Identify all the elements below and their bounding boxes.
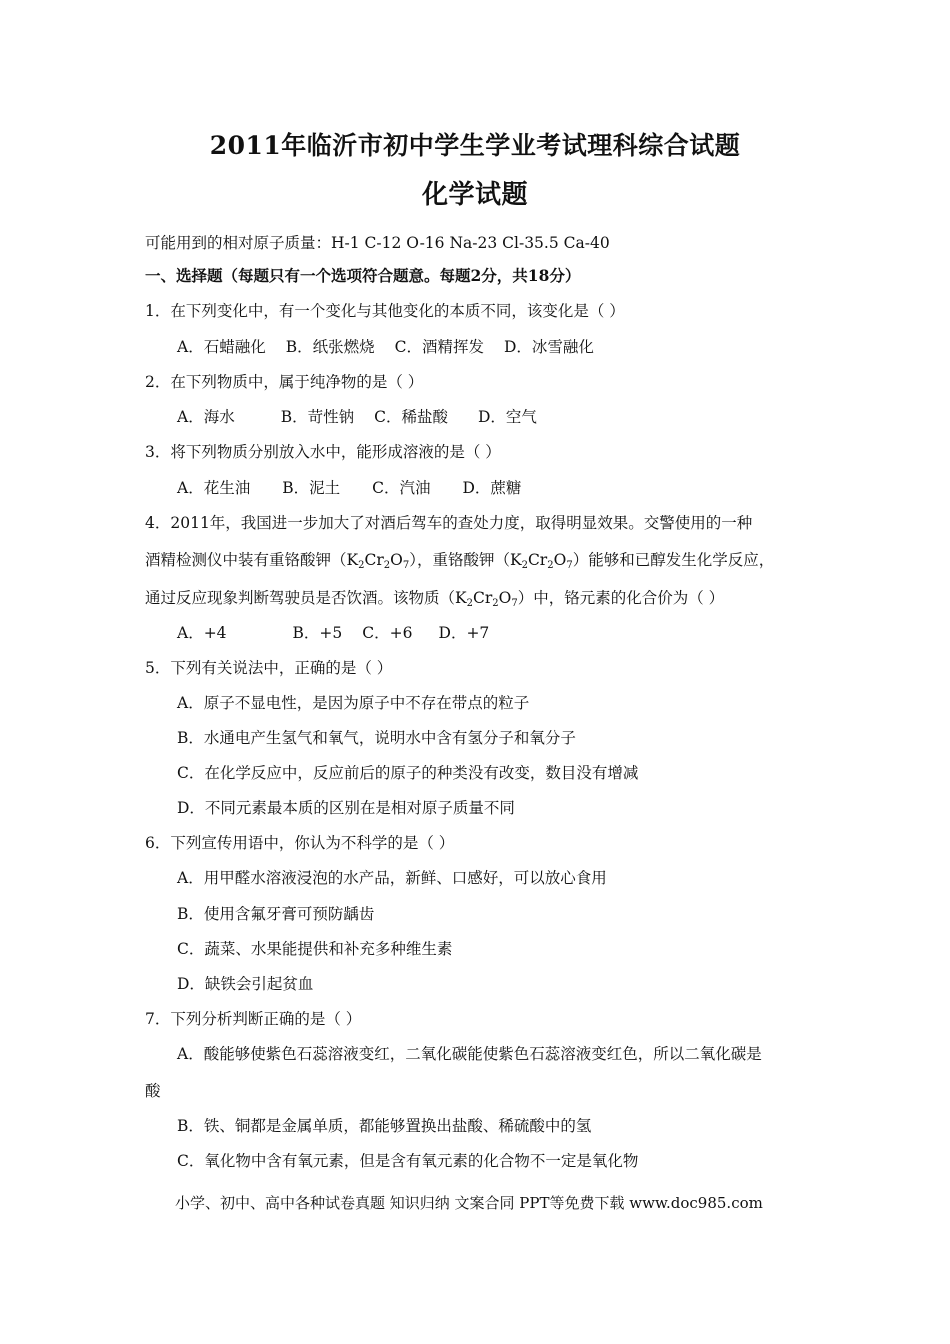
- question-1-options: [177, 337, 614, 357]
- text: ）中，铬元素的化合价为（ ）: [517, 589, 725, 607]
- option-b: B．泥土: [282, 479, 341, 497]
- page-footer: 小学、初中、高中各种试卷真题 知识归纳 文案合同 PPT等免费下载 www.doc985.com: [175, 1194, 763, 1212]
- atomic-mass-note: 可能用到的相对原子质量：H-1 C-12 O-16 Na-23 Cl-35.5 Ca-40: [145, 234, 610, 252]
- option-a: A．+4: [177, 624, 227, 642]
- question-6-option-d: D．缺铁会引起贫血: [177, 975, 314, 993]
- question-4-line-1: 4．2011年，我国进一步加大了对酒后驾车的查处力度，取得明显效果。交警使用的一种: [145, 514, 753, 532]
- question-4-line-2: [145, 550, 774, 570]
- text: 酒精检测仪中装有重铬酸钾（K: [145, 551, 359, 569]
- question-1-stem: 1．在下列变化中，有一个变化与其他变化的本质不同，该变化是（ ）: [145, 302, 625, 320]
- subscript: 2: [383, 560, 391, 571]
- text: Cr: [527, 551, 548, 569]
- text: O: [498, 589, 512, 607]
- subscript: 2: [358, 560, 365, 571]
- question-3-stem: 3．将下列物质分别放入水中，能形成溶液的是（ ）: [145, 443, 501, 461]
- subscript: 7: [511, 598, 518, 609]
- question-3-options: [177, 478, 541, 498]
- question-4-line-3: [145, 588, 724, 608]
- option-d: D．蔗糖: [462, 479, 522, 497]
- question-7-option-c: C．氧化物中含有氧元素，但是含有氧元素的化合物不一定是氧化物: [177, 1152, 639, 1170]
- exam-subtitle: 化学试题: [421, 180, 528, 210]
- text: ），重铬酸钾（K: [409, 551, 522, 569]
- option-a: A．石蜡融化: [177, 338, 266, 356]
- text: 通过反应现象判断驾驶员是否饮酒。该物质（K: [145, 589, 467, 607]
- question-5-option-a: A．原子不显电性，是因为原子中不存在带点的粒子: [177, 694, 530, 712]
- question-5-option-d: D．不同元素最本质的区别在是相对原子质量不同: [177, 799, 515, 817]
- option-c: C．+6: [362, 624, 413, 642]
- option-c: C．酒精挥发: [394, 338, 484, 356]
- option-d: D．+7: [438, 624, 490, 642]
- section-heading: 一、选择题（每题只有一个选项符合题意。每题2分，共18分）: [145, 266, 581, 285]
- question-6-option-a: A．用甲醛水溶液浸泡的水产品，新鲜、口感好，可以放心食用: [177, 869, 607, 887]
- question-5-option-c: C．在化学反应中，反应前后的原子的种类没有改变，数目没有增减: [177, 764, 639, 782]
- option-a: A．花生油: [177, 479, 251, 497]
- text: O: [390, 551, 403, 569]
- option-d: D．空气: [477, 408, 537, 426]
- subscript: 7: [402, 560, 410, 571]
- option-b: B．纸张燃烧: [285, 338, 375, 356]
- subscript: 2: [466, 598, 473, 609]
- option-c: C．汽油: [372, 479, 431, 497]
- option-b: B．+5: [292, 624, 343, 642]
- text: Cr: [472, 589, 493, 607]
- question-4-options: [177, 623, 509, 643]
- subscript: 2: [521, 560, 528, 571]
- option-c: C．稀盐酸: [374, 408, 448, 426]
- subscript: 2: [547, 560, 554, 571]
- option-d: D．冰雪融化: [503, 338, 594, 356]
- question-2-stem: 2．在下列物质中，属于纯净物的是（ ）: [145, 373, 424, 391]
- text: Cr: [364, 551, 384, 569]
- text: ）能够和已醇发生化学反应，: [572, 551, 775, 569]
- option-a: A．海水: [177, 408, 235, 426]
- option-b: B．苛性钠: [280, 408, 355, 426]
- question-6-option-b: B．使用含氟牙膏可预防龋齿: [177, 905, 375, 923]
- subscript: 2: [492, 598, 499, 609]
- question-2-options: [177, 407, 557, 427]
- subscript: 7: [566, 560, 573, 571]
- question-5-stem: 5．下列有关说法中，正确的是（ ）: [145, 659, 393, 677]
- question-7-option-a-cont: 酸: [145, 1082, 161, 1100]
- text: O: [553, 551, 567, 569]
- exam-title: 2011年临沂市初中学生学业考试理科综合试题: [209, 131, 741, 160]
- question-7-option-a: A．酸能够使紫色石蕊溶液变红，二氧化碳能使紫色石蕊溶液变红色，所以二氧化碳是: [177, 1045, 762, 1063]
- question-7-option-b: B．铁、铜都是金属单质，都能够置换出盐酸、稀硫酸中的氢: [177, 1117, 592, 1135]
- question-6-stem: 6．下列宣传用语中，你认为不科学的是（ ）: [145, 834, 455, 852]
- question-5-option-b: B．水通电产生氢气和氧气，说明水中含有氢分子和氧分子: [177, 729, 576, 747]
- question-6-option-c: C．蔬菜、水果能提供和补充多种维生素: [177, 940, 453, 958]
- question-7-stem: 7．下列分析判断正确的是（ ）: [145, 1010, 362, 1028]
